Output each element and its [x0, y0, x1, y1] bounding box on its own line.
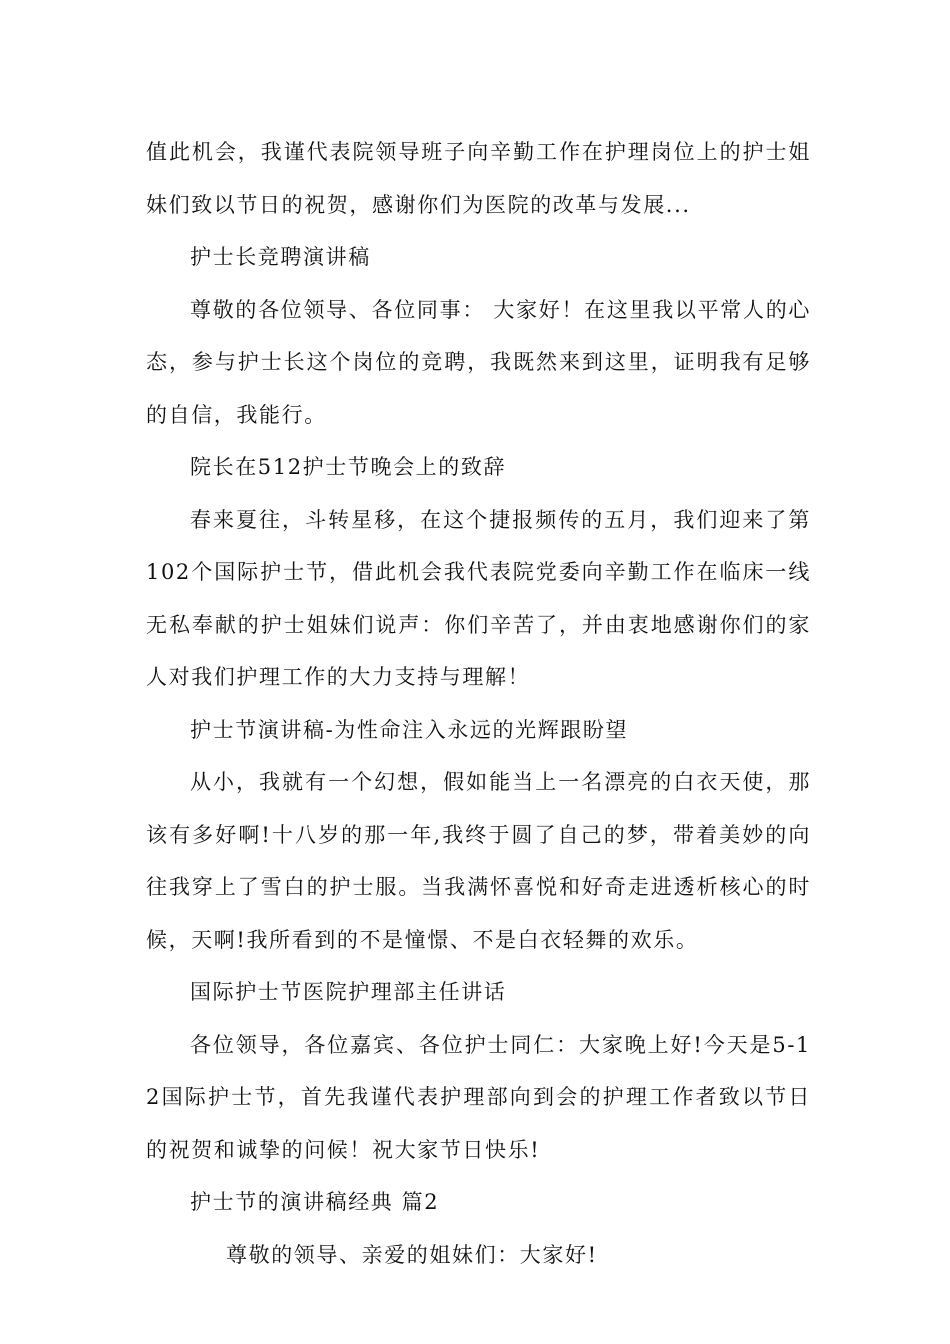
paragraph-head-nurse-speech: 尊敬的各位领导、各位同事： 大家好！在这里我以平常人的心态，参与护士长这个岗位的竞聘，我既然来到这里，证明我有足够的自信，我能行。 [146, 297, 811, 427]
document-body [146, 126, 811, 1281]
paragraph-nurse-day-speech: 从小，我就有一个幻想，假如能当上一名漂亮的白衣天使，那该有多好啊!十八岁的那一年,我终于圆了自己的梦，带着美妙的向往我穿上了雪白的护士服。当我满怀喜悦和好奇走进透析核心的时候，天啊!我所看到的不是憧憬、不是白衣轻舞的欢乐。 [146, 770, 811, 952]
paragraph-dean-address: 春来夏往，斗转星移，在这个捷报频传的五月，我们迎来了第102个国际护士节，借此机会我代表院党委向辛勤工作在临床一线无私奉献的护士姐妹们说声：你们辛苦了，并由衷地感谢你们的家人对我们护理工作的大力支持与理解！ [146, 507, 811, 689]
paragraph-nursing-director-speech: 各位领导，各位嘉宾、各位护士同仁：大家晚上好!今天是5-12国际护士节，首先我谨代表护理部向到会的护理工作者致以节日的祝贺和诚挚的问候！祝大家节日快乐! [146, 1032, 811, 1162]
heading-nurse-day-speech: 护士节演讲稿-为性命注入永远的光辉跟盼望 [190, 717, 629, 742]
heading-classic-speech-part-2: 护士节的演讲稿经典 篇2 [190, 1190, 440, 1214]
paragraph-greeting: 尊敬的领导、亲爱的姐妹们：大家好! [226, 1242, 598, 1267]
heading-nursing-director-speech: 国际护士节医院护理部主任讲话 [190, 980, 507, 1004]
heading-head-nurse-speech: 护士长竞聘演讲稿 [190, 245, 371, 269]
heading-dean-address: 院长在512护士节晚会上的致辞 [190, 455, 507, 479]
paragraph-continuation: 值此机会，我谨代表院领导班子向辛勤工作在护理岗位上的护士姐妹们致以节日的祝贺，感谢你们为医院的改革与发展... [146, 140, 811, 217]
